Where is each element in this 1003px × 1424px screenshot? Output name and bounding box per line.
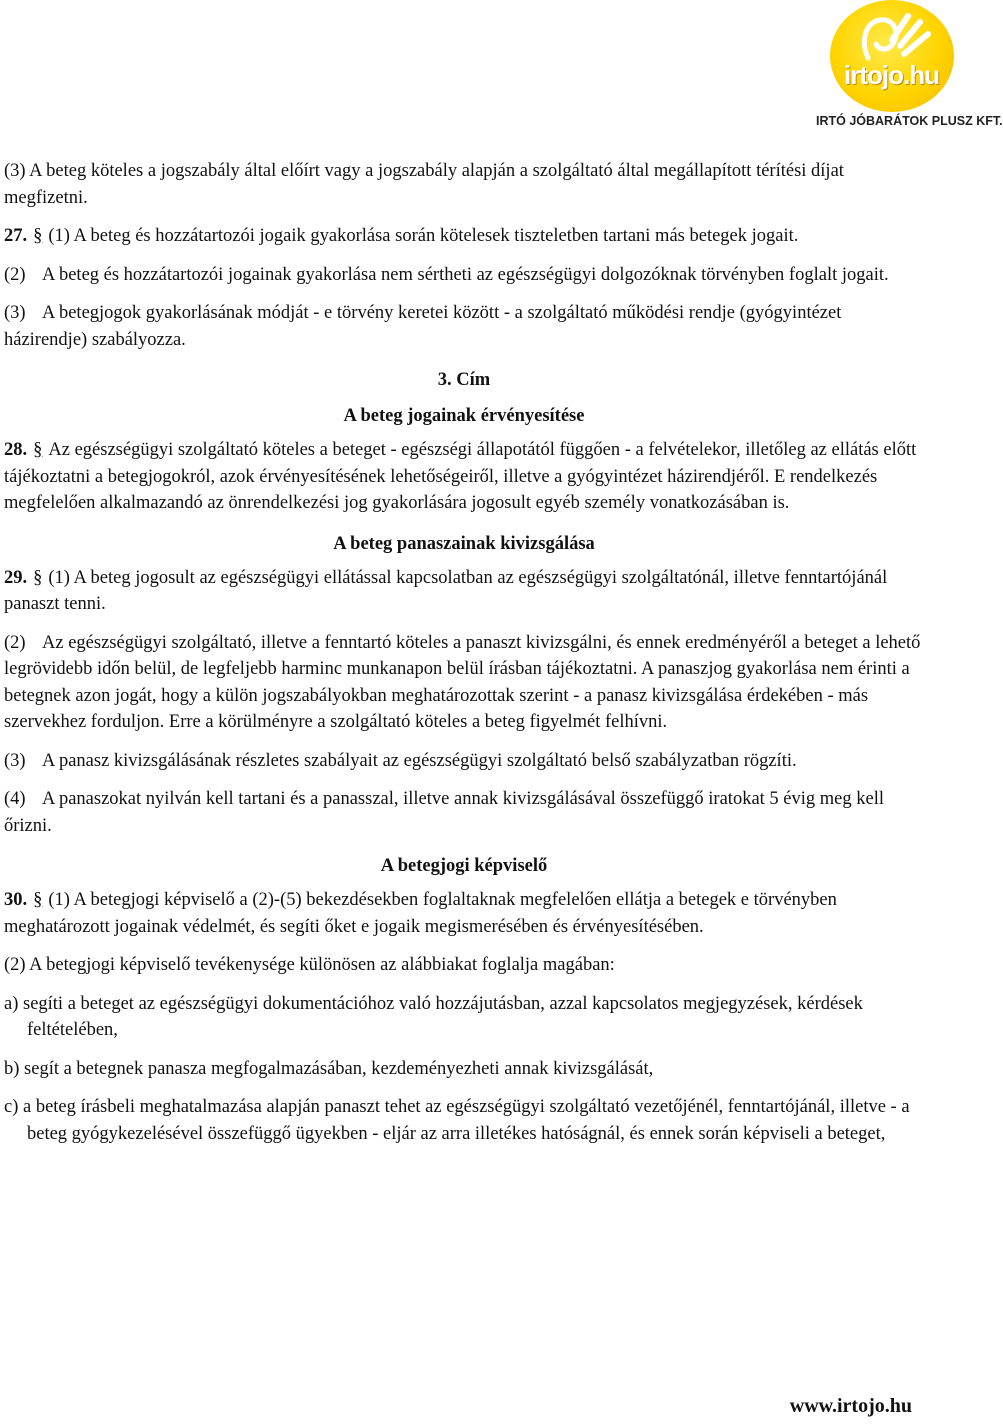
section-27-3: (3) A betegjogok gyakorlásának módját - e törvény keretei között - a szolgáltató működési rendje (gyógyintézet házirendje) szabályozza. — [4, 303, 842, 350]
brand-logo — [810, 0, 1003, 135]
section-heading: A beteg panaszainak kivizsgálása — [333, 533, 595, 554]
ok-hand-icon — [830, 0, 954, 112]
section-sign: § — [33, 567, 43, 588]
section-sign: § — [33, 890, 43, 910]
section-30: 30. § (1) A betegjogi képviselő a (2)-(5) bekezdésekben foglaltaknak megfelelően ellátja a betegek e törvényben meghatározott jogainak védelmét, és segíti őket e jogaik megismerésében és érvényesítésében. — [4, 887, 924, 940]
section-27: 27. § (1) A beteg és hozzátartozói jogaik gyakorlása során kötelesek tiszteletben tartani más betegek jogait. — [4, 223, 924, 250]
section-28: 28. § Az egészségügyi szolgáltató köteles a beteget - egészségi állapotától függően - a felvételekor, illetőleg az ellátás előtt tájékoztatni a betegjogokról, azok érvényesítésének lehetőségeiről, illetve a gyógyintézet házirendjéről. E rendelkezés megfelelően alkalmazandó az önrendelkezési jog gyakorlására jogosult egyéb személy vonatkozásában is. — [4, 437, 924, 517]
paragraph: (3) A beteg köteles a jogszabály által előírt vagy a jogszabály alapján a szolgáltató által megállapított térítési díjat megfizetni. — [4, 161, 844, 208]
section-29-4: (4) A panaszokat nyilván kell tartani és a panasszal, illetve annak kivizsgálásával összefüggő iratokat 5 évig meg kell őrizni. — [4, 789, 884, 836]
chapter-heading: 3. Cím — [437, 370, 491, 390]
list-item: b) segít a betegnek panasza megfogalmazásában, kezdeményezheti annak kivizsgálását, — [4, 1058, 654, 1079]
footer-url[interactable]: www.irtojo.hu — [789, 1395, 912, 1417]
section-27-2: (2) A beteg és hozzátartozói jogainak gyakorlása nem sértheti az egészségügyi dolgozóknak törvényben foglalt jogait. — [4, 264, 889, 285]
document-body — [4, 158, 924, 1159]
list-item: c) a beteg írásbeli meghatalmazása alapján panaszt tehet az egészségügyi szolgáltató vezetőjénél, fenntartójánál, illetve - a beteg gyógykezelésével összefüggő ügyekben - eljár az arra illetékes hatóságnál, és ennek során képviseli a beteget, — [4, 1097, 910, 1144]
logo-tagline: IRTÓ JÓBARÁTOK PLUSZ KFT. — [816, 114, 1003, 128]
section-heading: A betegjogi képviselő — [380, 856, 548, 876]
logo-brand-text: irtojo.hu — [844, 60, 939, 90]
section-30-2: (2) A betegjogi képviselő tevékenysége különösen az alábbiakat foglalja magában: — [4, 955, 615, 975]
section-number: 27. — [4, 226, 28, 246]
section-29: 29. § (1) A beteg jogosult az egészségügyi ellátással kapcsolatban az egészségügyi szolgáltatónál, illetve fenntartójánál panaszt tenni. — [4, 565, 924, 618]
section-heading: A beteg jogainak érvényesítése — [343, 406, 585, 426]
list-item: a) segíti a beteget az egészségügyi dokumentációhoz való hozzájutásban, azzal kapcsolatos megjegyzések, kérdések feltételében, — [4, 993, 863, 1040]
section-29-2: (2) Az egészségügyi szolgáltató, illetve a fenntartó köteles a panaszt kivizsgálni, és ennek eredményéről a beteget a lehető legrövidebb időn belül, de legfeljebb harminc munkanapon belül írásban tájékoztatni. A panaszjog gyakorlása nem érinti a betegnek azon jogát, hogy a külön jogszabályokban meghatározottak szerint - a panasz kivizsgálása érdekében - más szervekhez forduljon. Erre a körülményre a szolgáltató köteles a beteg figyelmét felhívni. — [4, 632, 921, 732]
section-sign: § — [33, 440, 43, 460]
section-sign: § — [33, 226, 43, 246]
section-29-3: (3) A panasz kivizsgálásának részletes szabályait az egészségügyi szolgáltató belső szabályzatban rögzíti. — [4, 750, 797, 771]
